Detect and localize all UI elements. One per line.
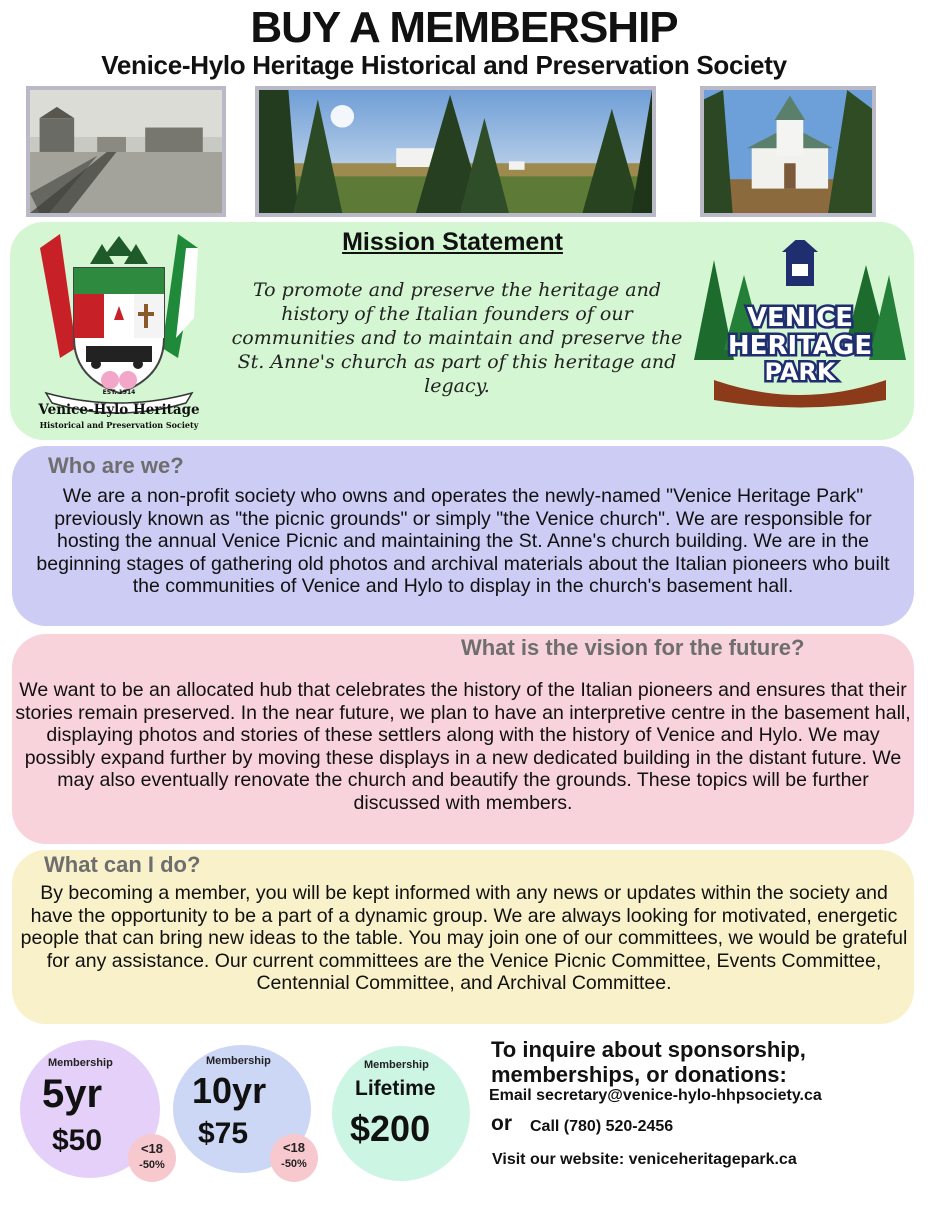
cando-text: By becoming a member, you will be kept informed with any news or updates within the society and have the opportunity to be a part of a dynamic group. We are always looking for motivated, energetic people that can bring new ideas to the table. You may join one of our committees, we would be grateful for any assistance. Our current committees are the Venice Picnic Committee, Events Committee, Centennial Committee, and Archival Committee. — [20, 882, 908, 994]
page-title: BUY A MEMBERSHIP — [250, 3, 678, 52]
vision-heading: What is the vision for the future? — [461, 635, 805, 660]
membership-10yr-term: 10yr — [192, 1070, 267, 1111]
mission-heading: Mission Statement — [342, 228, 563, 256]
contact-website[interactable]: Visit our website: veniceheritagepark.ca — [492, 1151, 797, 1168]
membership-10yr-label: Membership — [206, 1055, 271, 1067]
contact-heading-line2: memberships, or donations: — [491, 1062, 787, 1087]
membership-5yr-term: 5yr — [42, 1072, 103, 1116]
cando-heading: What can I do? — [44, 852, 201, 877]
membership-10yr-price: $75 — [198, 1117, 249, 1150]
discount-age-label: <18 — [140, 1141, 164, 1156]
contact-heading-line1: To inquire about sponsorship, — [491, 1037, 806, 1062]
park-logo-line3: PARK — [764, 358, 836, 386]
membership-lifetime-price: $200 — [350, 1108, 431, 1149]
society-name: Venice-Hylo Heritage Historical and Preservation Society — [101, 50, 787, 80]
contact-or: or — [491, 1112, 512, 1135]
membership-5yr-label: Membership — [48, 1057, 113, 1069]
discount-percent-label: -50% — [139, 1159, 165, 1171]
who-text: We are a non-profit society who owns and operates the newly-named "Venice Heritage Park" previously known as "the picnic grounds" or simply "the Venice church". We are responsible for hosting the annual Venice Picnic and maintaining the St. Anne's church building. We are in the beginning stages of gathering old photos and archival materials about the Italian pioneers who built the communities of Venice and Hylo to display in the church's basement hall. — [36, 485, 890, 597]
discount-age-label: <18 — [282, 1140, 306, 1155]
discount-percent-label: -50% — [281, 1158, 307, 1170]
crest-society-name: Venice-Hylo Heritage — [38, 402, 200, 418]
park-panorama-photo — [255, 86, 656, 217]
historic-railway-photo — [26, 86, 226, 217]
park-logo-line1: VENICE — [746, 303, 854, 333]
contact-email[interactable]: Email secretary@venice-hylo-hhpsociety.ca — [489, 1087, 822, 1104]
who-heading: Who are we? — [48, 453, 184, 478]
membership-5yr-price: $50 — [52, 1124, 103, 1157]
venice-heritage-park-logo — [694, 240, 906, 410]
membership-lifetime-label: Membership — [364, 1059, 429, 1071]
contact-phone[interactable]: Call (780) 520-2456 — [530, 1118, 674, 1135]
mission-text: To promote and preserve the heritage and history of the Italian founders of our communities and to maintain and preserve the St. Anne's church as part of this heritage and legacy. — [231, 279, 683, 397]
vision-text: We want to be an allocated hub that celebrates the history of the Italian pioneers and ensures that their stories remain preserved. In the near future, we plan to have an interpretive centre in the basement hall, displaying photos and stories of these settlers along with the history of Venice and Hylo. We may possibly expand further by moving these displays in a new dedicated building in the distant future. We may also eventually renovate the church and beautify the grounds. These topics will be further discussed with members. — [15, 679, 911, 814]
membership-lifetime-term: Lifetime — [355, 1077, 436, 1100]
st-annes-church-photo — [700, 86, 876, 217]
crest-est-label: EST. 1914 — [102, 389, 136, 396]
crest-society-subname: Historical and Preservation Society — [39, 420, 199, 430]
park-logo-line2: HERITAGE — [727, 331, 873, 361]
